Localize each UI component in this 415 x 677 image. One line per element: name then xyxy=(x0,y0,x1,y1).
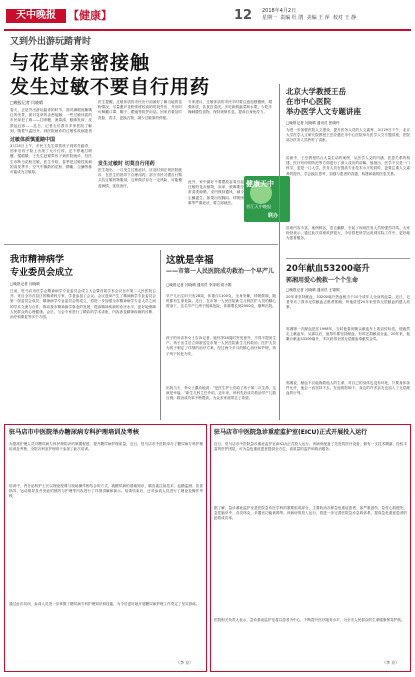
lead-body-2: 3月25日上午，市民王先生带着孩子到郊外踏青，回家后孩子脸上出现了大片红疹，还不停地打喷嚏、揉眼睛。王先生赶紧带孩子到医院就诊，经医生诊断为花粉过敏。医生介绍，春季是过敏性疾病的高发季节，空气中飘散的花粉、柳絮、尘螨等都可能成为过敏原。 xyxy=(10,144,92,175)
bottom-right-body-3: 医院相关负责人表示，急诊重症监护室将以患者为中心，不断提升医疗服务水平，为全市人民群众的生命健康保驾护航。 xyxy=(214,618,405,622)
masthead-section: 【健康】 xyxy=(68,9,112,22)
mid-right-body-2: 孩子的母亲李女士告诉记者，她怀孕28周时突发意外，不得不提前生产。孩子出生后立即被送往市第一人民医院新生儿科救治。医护人员为孩子制定了详细的治疗方案，经过两个多月的精心治疗和护理，孩子终于转危为安。 xyxy=(166,336,276,356)
masthead-meta xyxy=(262,8,412,22)
masthead-weekday: 星期一 xyxy=(262,15,278,21)
right-divider xyxy=(286,258,410,259)
health-ad-title: 健康天中 xyxy=(246,180,274,188)
bottom-left-body-1: 为提高护理人员对糖尿病专科护理知识的掌握程度，提升糖尿病护理质量，近日，驻马店市中医院举办了糖尿病专科护理培训及考核，全院各科室护理骨干参加了此次培训。 xyxy=(9,442,203,452)
right-headline-3: 举办医学人文专题讲座 xyxy=(286,107,361,116)
bottom-left-headline: 驻马店市中医院举办糖尿病专科护理培训及考核 xyxy=(9,429,139,436)
right-headline-2: 在市中心医院 xyxy=(286,97,331,106)
mid-divider xyxy=(160,250,161,420)
masthead-logo: 天中晚报 xyxy=(6,9,66,23)
bottom-left-signature: （李 京） xyxy=(176,660,194,665)
mid-left-headline-2: 专业委员会成立 xyxy=(10,268,74,278)
lead-body-3: 医生提醒，过敏体质的市民出行前最好了解当地的花粉情况，尽量避开花粉浓度较高的时段外出，外出时可佩戴口罩、帽子、眼镜等防护用品。回家后要及时洗脸、洗手、更换衣物，减少过敏原的停留。 xyxy=(98,100,182,120)
right-headline-5: 郭湘用爱心挽救一个个生命 xyxy=(286,277,359,284)
right-headline-4: 20年献血53200毫升 xyxy=(286,264,370,274)
lead-headline-1: 与花草亲密接触 xyxy=(10,52,151,74)
right-body-4: 20年来坚持献血，53200毫升热血相当于10个成年人全身的血量。近日，记者采访了我市无偿献血志愿者郭湘，听他讲述20年来坚持无偿献血的感人故事。 xyxy=(286,295,410,310)
masthead-proofreader: 校对 王 静 xyxy=(332,15,357,21)
lead-bottom-rule xyxy=(4,244,278,245)
right-body-5: 郭湘第一次献血是在1998年，当时他看到街头献血车上的宣传标语，便毅然走上献血车。从那以后，他每年都坚持献血，有时还捐献成分血。20年来，他累计献血53200毫升，多次获得全国无偿献血奉献奖金奖。 xyxy=(286,327,410,342)
lead-body-4: 医生指出，一旦发生过敏症状，应及时到正规医院就诊，在医生的指导下合理用药。部分市民习惯自行购买抗过敏药物服用，这种做法存在一定风险，可能掩盖病情，延误治疗。 xyxy=(98,168,182,188)
bottom-right-headline: 驻马店市中医院急诊重症监护室(EICU)正式开展投入运行 xyxy=(214,429,368,436)
health-ad-line-2: 联办 xyxy=(268,213,279,219)
right-byline-2: □晚报记者 闫晓晴 通讯员 王锦锦 xyxy=(286,288,340,292)
lead-body-1: 春天，正是外出游玩踏青的时节，面对满眼姹紫嫣红的美景，面对花草的亲密接触，一些过敏体质的市民却犯了难——打喷嚏、流鼻涕、眼睛发痒、皮肤起红疹……近日，记者走访我市多家医院了解到，随着气温回升，到医院就诊的过敏性疾病患者 xyxy=(10,108,92,133)
lead-body-5: 专家建议，过敏体质的市民平时要注意加强锻炼，增强体质，饮食宜清淡，多吃新鲜蔬菜和水果，少吃辛辣刺激性食物，保持规律作息，提高自身免疫力。 xyxy=(188,100,272,115)
right-column-divider xyxy=(279,84,280,420)
right-body-2: 讲座中，王岳教授结合大量生动的案例，从医学人文的内涵、医患关系的构建、医疗纠纷的防范等方面进行了深入浅出的讲解。他指出，医学不仅是一门科学，更是一门人学，医务人员在提高专业技术水平的同时，更要注重人文素养的提升，学会换位思考，加强与患者的沟通，构建和谐的医患关系。 xyxy=(286,156,410,176)
lead-byline: □晚报记者 闫晓晴 xyxy=(10,100,44,105)
lead-subhead-1: 过敏体质慎重踏中国 xyxy=(10,137,56,143)
masthead-rule xyxy=(4,29,411,31)
right-byline-1: □晚报记者 闫晓晴 通讯员 张晓玲 xyxy=(286,121,340,125)
health-ad-line-1: 晋江天中晚报 xyxy=(246,204,272,209)
right-body-1: 为进一步加强医院人文建设，提升医务人员的人文素养，3月29日下午，北京大学医学人文研究院教授王岳应邀在市中心医院举办医学人文专题讲座，医院部分医务人员聆听了讲座。 xyxy=(286,128,410,143)
masthead-editor: 责编 杜 鹃 xyxy=(280,15,304,21)
lead-body-6: 此外，家中最好不要摆放容易引起过敏的花卉植物，床单、被褥要经常清洗晾晒，室内保持通风，减少尘螨滋生。如果出现胸闷、呼吸困难等严重症状，要立即就医。 xyxy=(188,180,244,205)
masthead-date: 2018年4月2日 xyxy=(262,8,297,14)
lead-headline-2: 发生过敏不要自行用药 xyxy=(10,76,211,98)
masthead-page-number: 12 xyxy=(234,8,253,23)
masthead xyxy=(0,0,415,32)
mid-right-headline-1: 这就是幸福 xyxy=(166,255,214,266)
mid-right-headline-2: ——市第一人民医院成功救治一个早产儿 xyxy=(166,268,275,275)
bottom-right-body-2: 据了解，急诊重症监护室是医院急诊医学科的重要组成部分，主要收治各种急危重症患者，如严重创伤、急性心肌梗死、急性脑卒中、各类休克、多器官功能衰竭等。该病房的投入运行，将进一步完善医院急诊急救体系，提高急危重症患者的抢救成功率。 xyxy=(214,506,407,521)
bottom-right-body-1: 近日，驻马店市中医院急诊重症监护室(EICU)正式投入运行。该病房配备了先进的医疗设备，拥有一支技术精湛、经验丰富的医护团队，可为急危重症患者提供全方位、高质量的监护和救治服务。 xyxy=(214,442,407,452)
mid-right-body-3: 出院当天，李女士激动地说：“是医生护士们给了孩子第二次生命，这就是幸福。”新生儿科主任介绍，近年来，该科先后成功救治早产儿数百例，救治成功率不断提高，为众多家庭带去了希望。 xyxy=(166,386,276,401)
bottom-left-body-2: 培训中，内分泌科护士长以理论授课与现场操作相结合的方式，就糖尿病的基础知识、胰岛素注射技术、血糖监测、饮食指导、运动指导及并发症的预防与护理等内容进行了详细讲解和演示。培训结束后，还对参训人员进行了理论及操作考核。 xyxy=(9,484,203,499)
mid-left-byline: □晚报记者 闫晓晴 xyxy=(10,282,40,286)
mid-right-byline: □晚报记者 闫晓晴 通讯员 李泽明 周小娟 xyxy=(166,283,232,287)
mid-left-headline-1: 我市精神病学 xyxy=(10,255,65,265)
right-body-3: 讲座内容丰富，案例鲜活，语言幽默，引起了现场医务人员的强烈共鸣。大家纷纷表示，通过此次讲座收获很大，今后将把所学运用到实际工作中，更好地为患者服务。 xyxy=(286,226,410,241)
right-body-6: 郭湘说，献血不仅能挽救他人的生命，对自己的身体也没有坏处，只要身体条件允许，他会一直坚持下去。在他的影响下，身边的许多亲友也加入了无偿献血的行列。 xyxy=(286,381,410,396)
health-ad-box xyxy=(244,176,290,222)
mid-right-body-1: 早产儿出生时只有28周，体重仅1100克，全身发紫，呼吸微弱，随时都有生命危险。近日，在市第一人民医院新生儿科医护人员的精心救治下，这名早产儿终于脱离危险，体重增长到2500克，顺利出院。 xyxy=(166,294,276,309)
bottom-right-signature: （李 京） xyxy=(382,660,400,665)
lead-kicker: 又到外出游玩踏青时 xyxy=(10,37,92,47)
masthead-layout-editor: 美编 王 萍 xyxy=(306,15,330,21)
mid-left-body: 日前，驻马店市医学会精神病学专业委员会成立大会暨首届学术会议在市第二人民医院召开。来自全市各县区的精神科专家、学者参加了会议。会议选举产生了精神病学专业委员会第一届委员会成员。精神病学专业委员会的成立，将进一步加强全市精神病学专业人员之间的学术交流与合作，推动我市精神病学事业的发展，提高精神疾病的诊疗水平，更好地保障人民群众的心理健康。会后，与会专家进行了精彩的学术讲座，内容涉及精神疾病的诊断、治疗和康复等多个方面。 xyxy=(10,289,156,320)
right-headline-1: 北京大学教授王岳 xyxy=(286,87,346,96)
bottom-left-body-3: 通过此次培训，参训人员进一步掌握了糖尿病专科护理知识和技能，为今后更好地开展糖尿病护理工作奠定了坚实基础。 xyxy=(9,602,200,606)
lead-subhead-2: 发生过敏时 切莫自行用药 xyxy=(98,161,155,167)
